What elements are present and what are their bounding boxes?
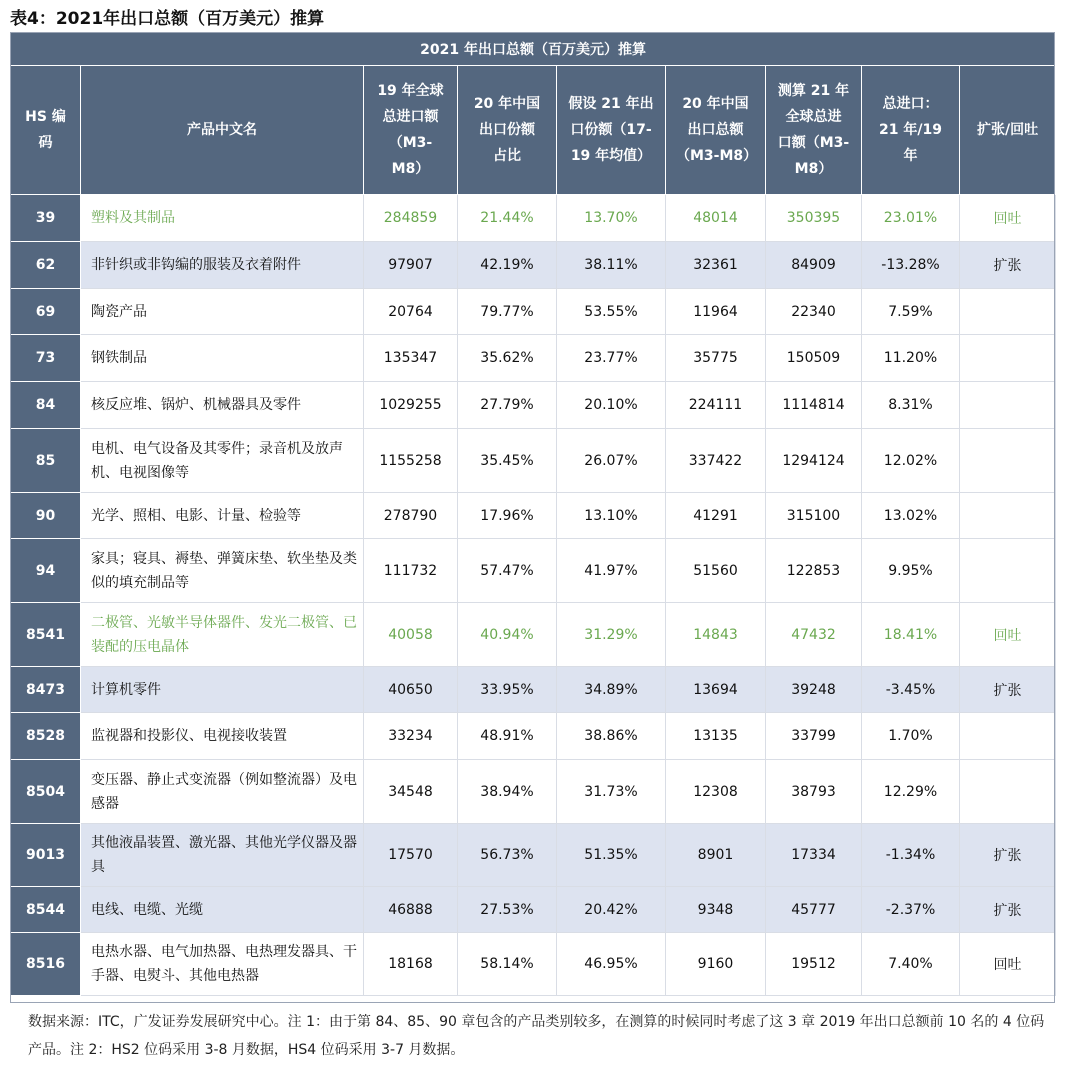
row-share-21: 51.35% — [557, 824, 666, 887]
row-ratio: 12.29% — [862, 760, 960, 824]
row-product-name: 电机、电气设备及其零件；录音机及放声机、电视图像等 — [81, 429, 364, 493]
row-export-20: 32361 — [666, 242, 766, 289]
row-share-21: 38.86% — [557, 713, 666, 760]
row-share-20: 40.94% — [458, 603, 557, 667]
table-caption: 表4：2021年出口总额（百万美元）推算 — [10, 9, 325, 29]
header-import-21: 测算 21 年 全球总进 口额（M3- M8） — [766, 66, 862, 195]
row-product-name: 非针织或非钩编的服装及衣着附件 — [81, 242, 364, 289]
row-ratio: -13.28% — [862, 242, 960, 289]
row-share-21: 13.10% — [557, 493, 666, 539]
row-import-21: 19512 — [766, 933, 862, 996]
row-ratio: 7.40% — [862, 933, 960, 996]
row-share-21: 23.77% — [557, 335, 666, 382]
row-flag: 回吐 — [960, 195, 1056, 242]
row-share-21: 31.29% — [557, 603, 666, 667]
row-share-21: 26.07% — [557, 429, 666, 493]
row-hs-code: 94 — [11, 539, 81, 603]
header-hs-code: HS 编 码 — [11, 66, 81, 195]
row-import-19: 46888 — [364, 887, 458, 933]
row-import-19: 135347 — [364, 335, 458, 382]
row-import-19: 1155258 — [364, 429, 458, 493]
row-share-21: 31.73% — [557, 760, 666, 824]
row-export-20: 41291 — [666, 493, 766, 539]
row-import-21: 84909 — [766, 242, 862, 289]
row-flag: 回吐 — [960, 603, 1056, 667]
row-share-20: 27.79% — [458, 382, 557, 429]
row-import-19: 111732 — [364, 539, 458, 603]
row-share-21: 41.97% — [557, 539, 666, 603]
header-import-19: 19 年全球 总进口额 （M3- M8） — [364, 66, 458, 195]
row-share-20: 17.96% — [458, 493, 557, 539]
row-import-21: 122853 — [766, 539, 862, 603]
row-export-20: 14843 — [666, 603, 766, 667]
row-share-20: 21.44% — [458, 195, 557, 242]
row-flag: 扩张 — [960, 242, 1056, 289]
row-share-21: 38.11% — [557, 242, 666, 289]
row-import-21: 38793 — [766, 760, 862, 824]
row-import-21: 350395 — [766, 195, 862, 242]
row-ratio: 11.20% — [862, 335, 960, 382]
row-import-19: 17570 — [364, 824, 458, 887]
row-hs-code: 8544 — [11, 887, 81, 933]
row-hs-code: 62 — [11, 242, 81, 289]
row-product-name: 监视器和投影仪、电视接收装置 — [81, 713, 364, 760]
row-product-name: 其他液晶装置、激光器、其他光学仪器及器具 — [81, 824, 364, 887]
row-import-21: 22340 — [766, 289, 862, 335]
row-ratio: 12.02% — [862, 429, 960, 493]
row-ratio: 9.95% — [862, 539, 960, 603]
row-share-20: 58.14% — [458, 933, 557, 996]
row-ratio: 7.59% — [862, 289, 960, 335]
row-product-name: 变压器、静止式变流器（例如整流器）及电感器 — [81, 760, 364, 824]
row-share-21: 46.95% — [557, 933, 666, 996]
row-hs-code: 9013 — [11, 824, 81, 887]
row-hs-code: 90 — [11, 493, 81, 539]
row-ratio: -3.45% — [862, 667, 960, 713]
row-share-21: 20.10% — [557, 382, 666, 429]
row-ratio: 23.01% — [862, 195, 960, 242]
row-import-21: 150509 — [766, 335, 862, 382]
row-flag: 扩张 — [960, 887, 1056, 933]
row-import-21: 45777 — [766, 887, 862, 933]
row-import-19: 97907 — [364, 242, 458, 289]
row-export-20: 9348 — [666, 887, 766, 933]
header-flag: 扩张/回吐 — [960, 66, 1056, 195]
row-export-20: 8901 — [666, 824, 766, 887]
row-export-20: 224111 — [666, 382, 766, 429]
row-product-name: 电热水器、电气加热器、电热理发器具、干手器、电熨斗、其他电热器 — [81, 933, 364, 996]
row-import-19: 18168 — [364, 933, 458, 996]
source-note: 数据来源：ITC，广发证券发展研究中心。注 1：由于第 84、85、90 章包含的产品类别较多，在测算的时候同时考虑了这 3 章 2019 年出口总额前 10 名的 4 位码产品。注 2：HS2 位码采用 3-8 月数据，HS4 位码采用 3-7 月数据。 — [28, 1014, 1045, 1058]
row-hs-code: 84 — [11, 382, 81, 429]
row-share-20: 56.73% — [458, 824, 557, 887]
row-import-21: 17334 — [766, 824, 862, 887]
row-share-20: 48.91% — [458, 713, 557, 760]
header-ratio: 总进口： 21 年/19 年 — [862, 66, 960, 195]
row-product-name: 核反应堆、锅炉、机械器具及零件 — [81, 382, 364, 429]
row-flag: 扩张 — [960, 667, 1056, 713]
row-import-19: 40058 — [364, 603, 458, 667]
header-product-name: 产品中文名 — [81, 66, 364, 195]
row-ratio: -1.34% — [862, 824, 960, 887]
row-share-21: 13.70% — [557, 195, 666, 242]
row-hs-code: 8528 — [11, 713, 81, 760]
row-export-20: 13135 — [666, 713, 766, 760]
row-hs-code: 8473 — [11, 667, 81, 713]
row-import-19: 33234 — [364, 713, 458, 760]
row-hs-code: 85 — [11, 429, 81, 493]
row-import-21: 39248 — [766, 667, 862, 713]
row-ratio: 8.31% — [862, 382, 960, 429]
row-import-21: 33799 — [766, 713, 862, 760]
row-share-21: 34.89% — [557, 667, 666, 713]
row-export-20: 48014 — [666, 195, 766, 242]
row-flag: 扩张 — [960, 824, 1056, 887]
row-product-name: 钢铁制品 — [81, 335, 364, 382]
row-export-20: 51560 — [666, 539, 766, 603]
row-hs-code: 69 — [11, 289, 81, 335]
table-banner: 2021 年出口总额（百万美元）推算 — [11, 33, 1056, 66]
row-product-name: 二极管、光敏半导体器件、发光二极管、已装配的压电晶体 — [81, 603, 364, 667]
row-share-20: 57.47% — [458, 539, 557, 603]
row-ratio: -2.37% — [862, 887, 960, 933]
row-import-21: 47432 — [766, 603, 862, 667]
row-flag: 回吐 — [960, 933, 1056, 996]
table-frame — [10, 32, 1055, 1003]
row-export-20: 9160 — [666, 933, 766, 996]
row-hs-code: 73 — [11, 335, 81, 382]
row-export-20: 337422 — [666, 429, 766, 493]
row-import-19: 34548 — [364, 760, 458, 824]
row-import-19: 40650 — [364, 667, 458, 713]
row-import-19: 20764 — [364, 289, 458, 335]
row-import-19: 1029255 — [364, 382, 458, 429]
row-hs-code: 8504 — [11, 760, 81, 824]
row-import-21: 1114814 — [766, 382, 862, 429]
row-share-20: 79.77% — [458, 289, 557, 335]
row-product-name: 电线、电缆、光缆 — [81, 887, 364, 933]
row-export-20: 35775 — [666, 335, 766, 382]
row-import-19: 284859 — [364, 195, 458, 242]
row-share-20: 38.94% — [458, 760, 557, 824]
row-share-20: 27.53% — [458, 887, 557, 933]
row-product-name: 光学、照相、电影、计量、检验等 — [81, 493, 364, 539]
row-import-21: 1294124 — [766, 429, 862, 493]
row-ratio: 18.41% — [862, 603, 960, 667]
row-ratio: 1.70% — [862, 713, 960, 760]
row-import-19: 278790 — [364, 493, 458, 539]
row-product-name: 陶瓷产品 — [81, 289, 364, 335]
row-share-20: 35.45% — [458, 429, 557, 493]
row-export-20: 12308 — [666, 760, 766, 824]
row-share-20: 35.62% — [458, 335, 557, 382]
row-import-21: 315100 — [766, 493, 862, 539]
header-share-20: 20 年中国 出口份额 占比 — [458, 66, 557, 195]
row-share-20: 42.19% — [458, 242, 557, 289]
row-export-20: 13694 — [666, 667, 766, 713]
row-share-20: 33.95% — [458, 667, 557, 713]
row-hs-code: 39 — [11, 195, 81, 242]
row-product-name: 塑料及其制品 — [81, 195, 364, 242]
row-export-20: 11964 — [666, 289, 766, 335]
row-product-name: 家具；寝具、褥垫、弹簧床垫、软坐垫及类似的填充制品等 — [81, 539, 364, 603]
row-hs-code: 8541 — [11, 603, 81, 667]
header-share-21: 假设 21 年出 口份额（17- 19 年均值） — [557, 66, 666, 195]
row-share-21: 20.42% — [557, 887, 666, 933]
header-export-20: 20 年中国 出口总额 （M3-M8） — [666, 66, 766, 195]
row-hs-code: 8516 — [11, 933, 81, 996]
row-ratio: 13.02% — [862, 493, 960, 539]
row-product-name: 计算机零件 — [81, 667, 364, 713]
row-share-21: 53.55% — [557, 289, 666, 335]
